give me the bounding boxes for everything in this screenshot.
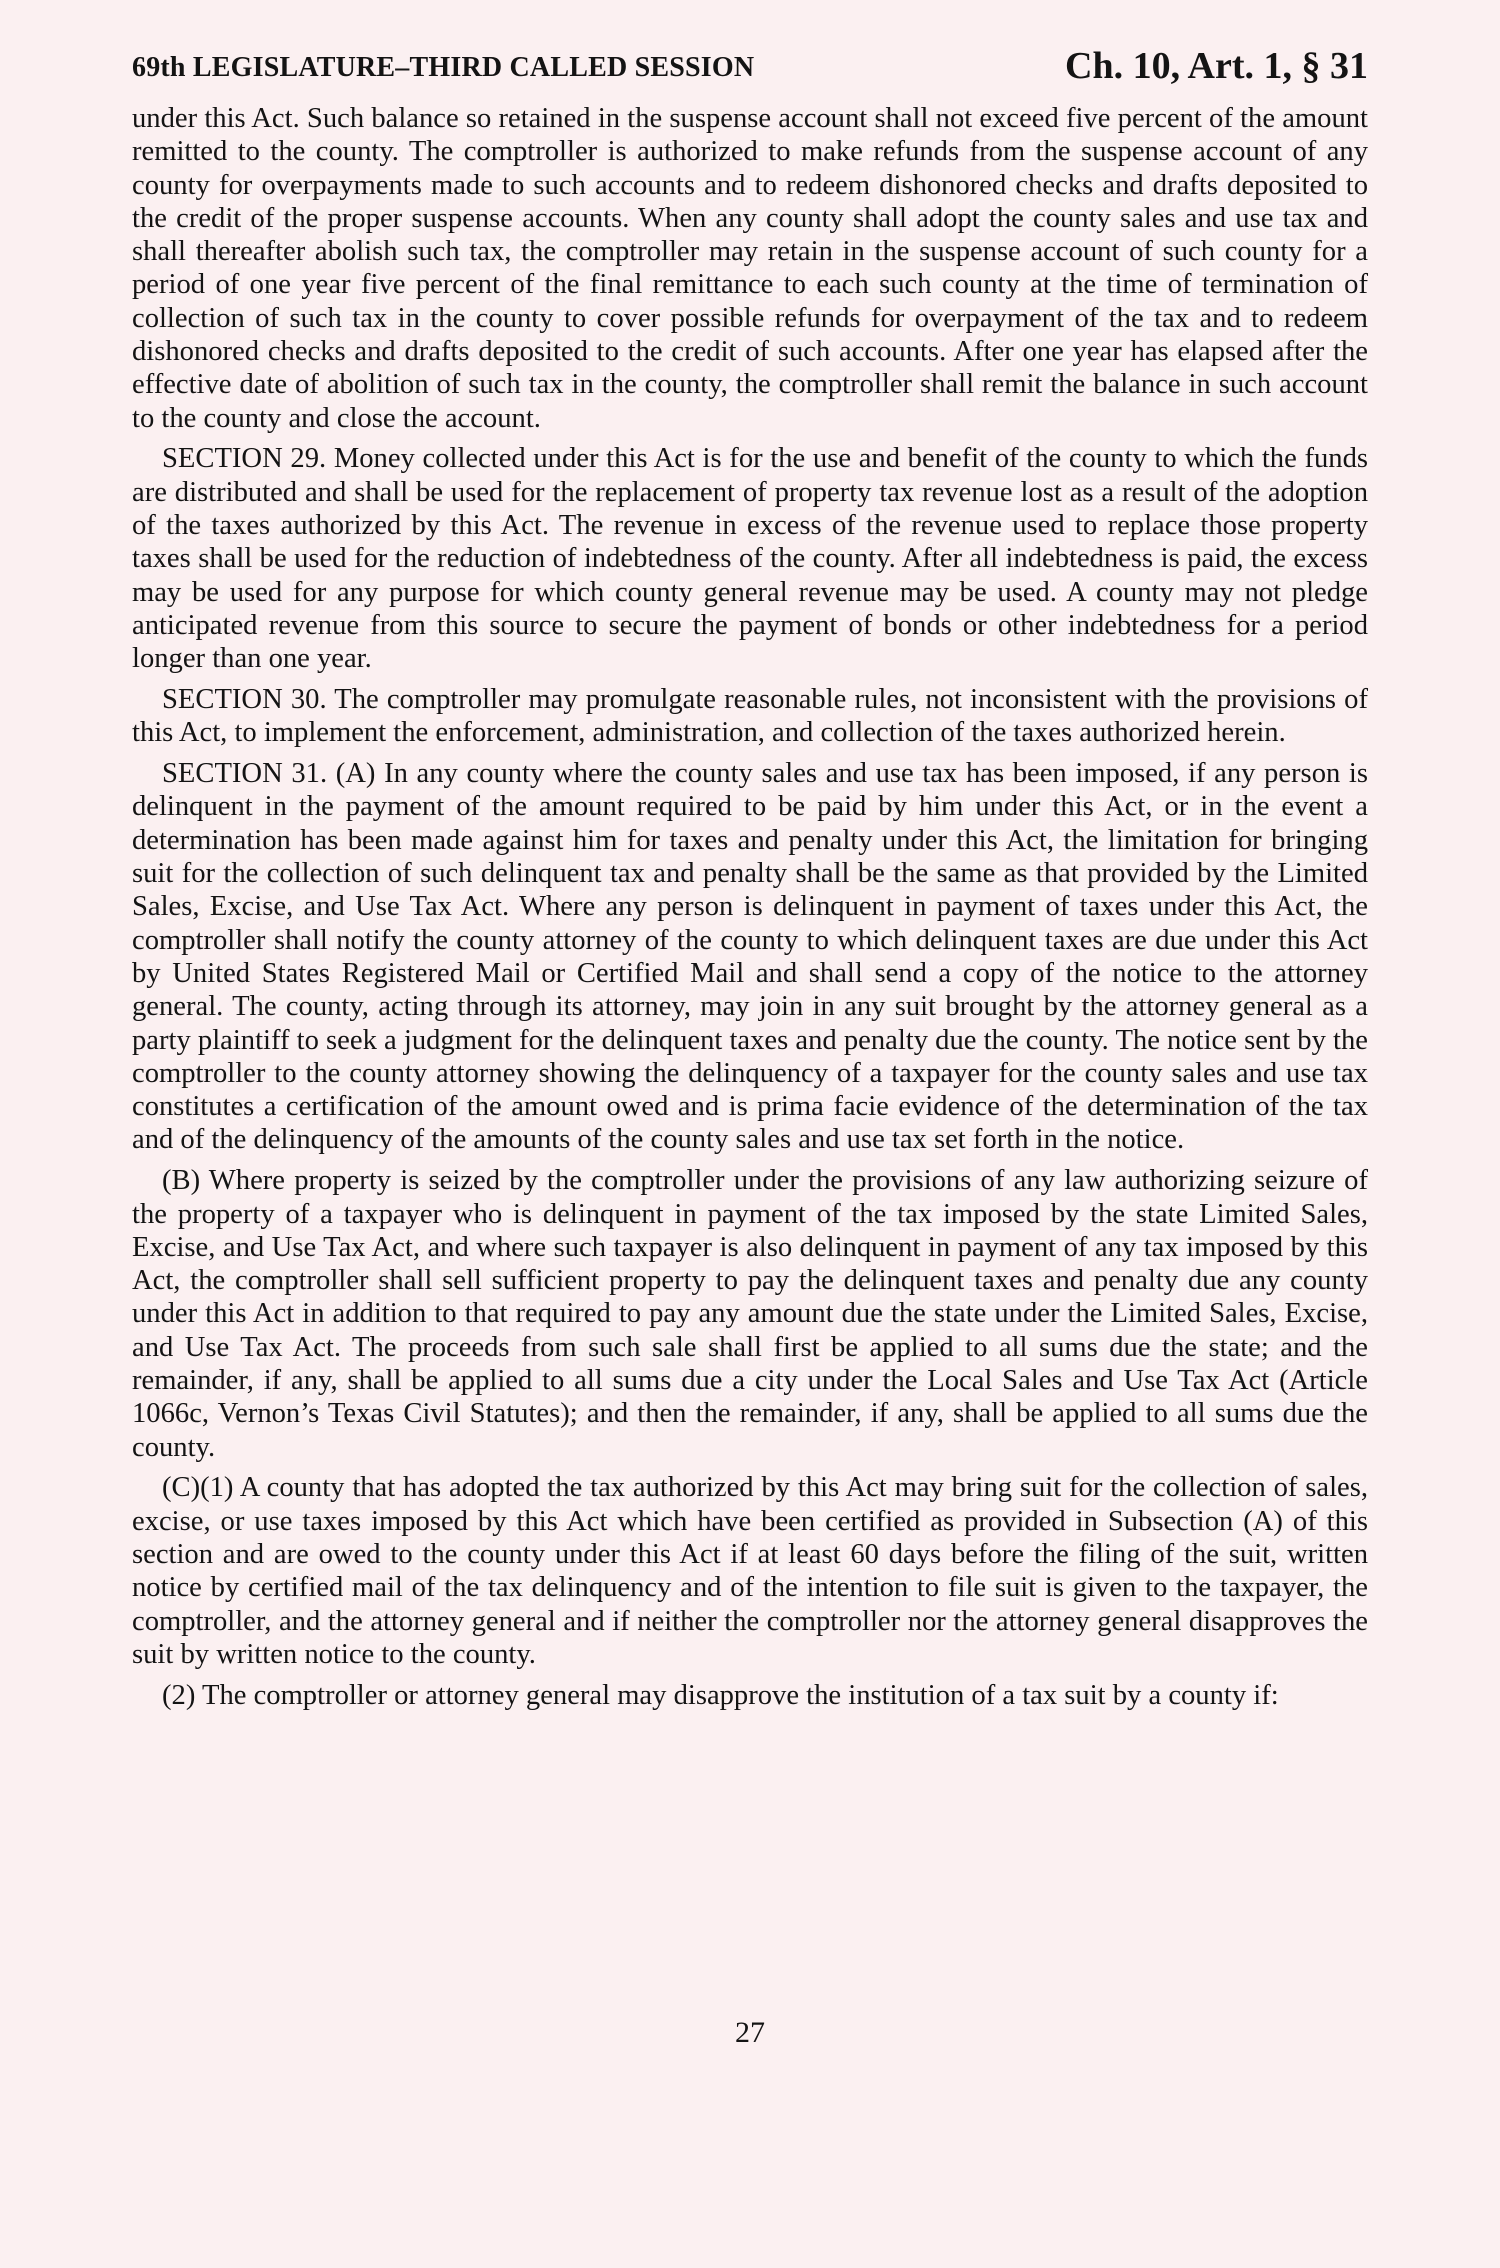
chapter-section-header: Ch. 10, Art. 1, § 31	[1065, 45, 1368, 87]
page-number: 27	[735, 2016, 765, 2049]
paragraph-section-31-b: (B) Where property is seized by the comptroller under the provisions of any law authorizing seizure of the property of a taxpayer who is delinquent in payment of the tax imposed by the state Limited Sales, Excise, and Use Tax Act, and where such taxpayer is also delinquent in payment of any tax imposed by this Act, the comptroller shall sell sufficient property to pay the delinquent taxes and penalty due any county under this Act in addition to that required to pay any amount due the state under the Limited Sales, Excise, and Use Tax Act. The proceeds from such sale shall first be applied to all sums due the state; and the remainder, if any, shall be applied to all sums due a city under the Local Sales and Use Tax Act (Article 1066c, Vernon’s Texas Civil Statutes); and then the remainder, if any, shall be applied to all sums due the county.	[132, 1165, 1368, 1463]
session-header: 69th LEGISLATURE–THIRD CALLED SESSION	[132, 52, 755, 83]
paragraph-section-30: SECTION 30. The comptroller may promulgate reasonable rules, not inconsistent with the provisions of this Act, to implement the enforcement, administration, and collection of the taxes authorized herein.	[132, 684, 1368, 749]
page-footer	[132, 0, 1368, 2268]
paragraph-section-31-c2: (2) The comptroller or attorney general may disapprove the institution of a tax suit by a county if:	[162, 1679, 1279, 1711]
paragraph-section-31-a: SECTION 31. (A) In any county where the county sales and use tax has been imposed, if any person is delinquent in the payment of the amount required to be paid by him under this Act, or in the event a determination has been made against him for taxes and penalty under this Act, the limitation for bringing suit for the collection of such delinquent tax and penalty shall be the same as that provided by the Limited Sales, Excise, and Use Tax Act. Where any person is delinquent in payment of taxes under this Act, the comptroller shall notify the county attorney of the county to which delinquent taxes are due under this Act by United States Registered Mail or Certified Mail and shall send a copy of the notice to the attorney general. The county, acting through its attorney, may join in any suit brought by the attorney general as a party plaintiff to seek a judgment for the delinquent taxes and penalty due the county. The notice sent by the comptroller to the county attorney showing the delinquency of a taxpayer for the county sales and use tax constitutes a certification of the amount owed and is prima facie evidence of the determination of the tax and of the delinquency of the amounts of the county sales and use tax set forth in the notice.	[132, 758, 1368, 1156]
paragraph-section-29: SECTION 29. Money collected under this Act is for the use and benefit of the county to which the funds are distributed and shall be used for the replacement of property tax revenue lost as a result of the adoption of the taxes authorized by this Act. The revenue in excess of the revenue used to replace those property taxes shall be used for the reduction of indebtedness of the county. After all indebtedness is paid, the excess may be used for any purpose for which county general revenue may be used. A county may not pledge anticipated revenue from this source to secure the payment of bonds or other indebtedness for a period longer than one year.	[132, 443, 1368, 675]
paragraph-continuation: under this Act. Such balance so retained in the suspense account shall not exceed five percent of the amount remitted to the county. The comptroller is authorized to make refunds from the suspense account of any county for overpayments made to such accounts and to redeem dishonored checks and drafts deposited to the credit of the proper suspense accounts. When any county shall adopt the county sales and use tax and shall thereafter abolish such tax, the comptroller may retain in the suspense account of such county for a period of one year five percent of the final remittance to each such county at the time of termination of collection of such tax in the county to cover possible refunds for overpayment of the tax and to redeem dishonored checks and drafts deposited to the credit of such accounts. After one year has elapsed after the effective date of abolition of such tax in the county, the comptroller shall remit the balance in such account to the county and close the account.	[132, 103, 1368, 434]
paragraph-section-31-c1: (C)(1) A county that has adopted the tax authorized by this Act may bring suit for the collection of sales, excise, or use taxes imposed by this Act which have been certified as provided in Subsection (A) of this section and are owed to the county under this Act if at least 60 days before the filing of the suit, written notice by certified mail of the tax delinquency and of the intention to file suit is given to the taxpayer, the comptroller, and the attorney general and if neither the comptroller nor the attorney general disapproves the suit by written notice to the county.	[132, 1472, 1368, 1670]
